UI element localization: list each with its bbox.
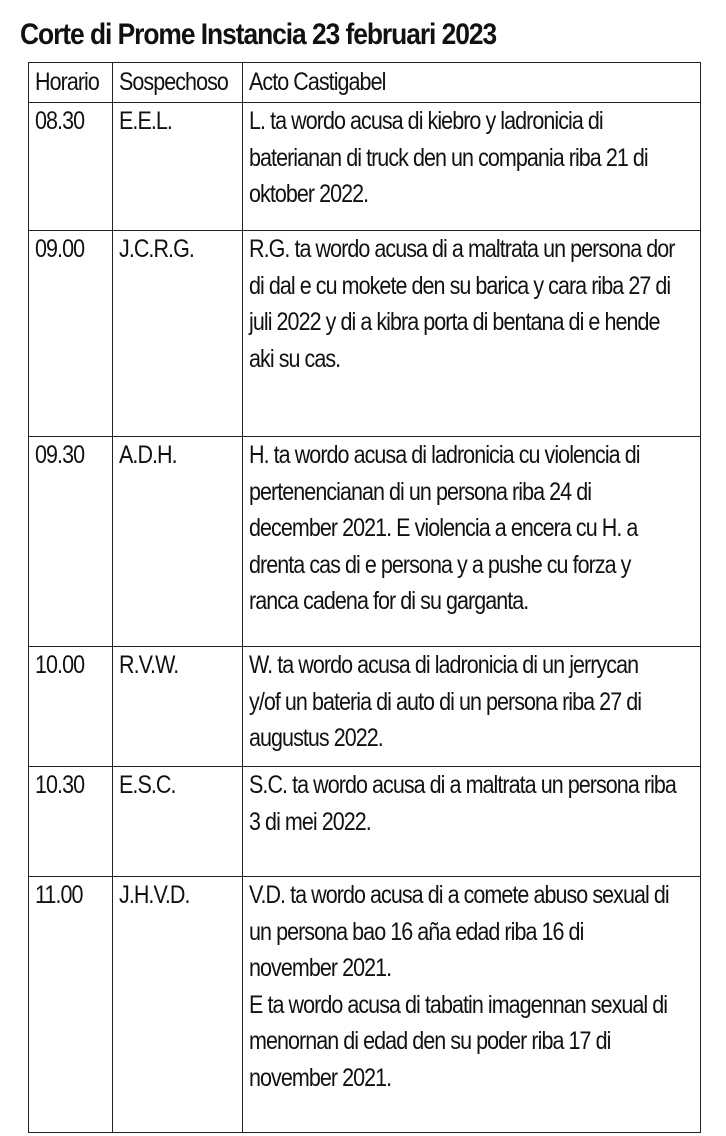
suspect-cell: [113, 437, 243, 647]
suspect-cell: [113, 767, 243, 877]
time-cell: [29, 103, 113, 231]
time-cell: [29, 877, 113, 1133]
offense-cell: [243, 767, 701, 877]
suspect-text: J.H.V.D.: [119, 881, 190, 909]
time-text: 11.00: [35, 881, 83, 909]
offense-cell: [243, 647, 701, 767]
offense-text: L. ta wordo acusa di kiebro y ladronicia di baterianan di truck den un compania riba 21 di oktober 2022.: [249, 107, 648, 208]
suspect-cell: [113, 877, 243, 1133]
offense-text: W. ta wordo acusa di ladronicia di un jerrycan y/of un bateria di auto di un persona riba 27 di augustus 2022.: [249, 651, 642, 752]
offense-cell: [243, 877, 701, 1133]
table-row: [29, 103, 701, 231]
table-header-row: [29, 63, 701, 103]
page-title: Corte di Prome Instancia 23 februari 2023: [20, 18, 497, 51]
suspect-cell: [113, 103, 243, 231]
offense-cell: [243, 231, 701, 437]
suspect-text: J.C.R.G.: [119, 235, 194, 263]
offense-text: R.G. ta wordo acusa di a maltrata un persona dor di dal e cu mokete den su barica y cara riba 27 di juli 2022 y di a kibra porta di bentana di e hende aki su cas.: [249, 235, 675, 373]
time-cell: [29, 767, 113, 877]
header-time-label: Horario: [35, 68, 99, 96]
time-text: 09.30: [35, 441, 85, 469]
suspect-text: R.V.W.: [119, 651, 179, 679]
table-row: [29, 231, 701, 437]
offense-text: S.C. ta wordo acusa di a maltrata un persona riba 3 di mei 2022.: [249, 771, 676, 836]
suspect-cell: [113, 231, 243, 437]
table-row: [29, 437, 701, 647]
time-text: 10.00: [35, 651, 85, 679]
time-text: 10.30: [35, 771, 85, 799]
suspect-text: E.E.L.: [119, 107, 172, 135]
time-cell: [29, 647, 113, 767]
suspect-cell: [113, 647, 243, 767]
table-row: [29, 767, 701, 877]
header-offense-label: Acto Castigabel: [249, 68, 386, 96]
time-cell: [29, 437, 113, 647]
suspect-text: A.D.H.: [119, 441, 177, 469]
offense-cell: [243, 437, 701, 647]
header-time: [29, 63, 113, 103]
offense-text: V.D. ta wordo acusa di a comete abuso sexual di un persona bao 16 aña edad riba 16 di november 2021. E ta wordo acusa di tabatin imagennan sexual di menornan di edad den su poder riba 17 di november 2021.: [249, 881, 669, 1092]
table-row: [29, 647, 701, 767]
suspect-text: E.S.C.: [119, 771, 176, 799]
header-suspect: [113, 63, 243, 103]
court-schedule-table: [28, 62, 701, 1133]
offense-text: H. ta wordo acusa di ladronicia cu violencia di pertenencianan di un persona riba 24 di december 2021. E violencia a encera cu H. a drenta cas di e persona y a pushe cu forza y ranca cadena for di su garganta.: [249, 441, 640, 615]
header-suspect-label: Sospechoso: [119, 68, 228, 96]
time-text: 08.30: [35, 107, 85, 135]
time-text: 09.00: [35, 235, 85, 263]
header-offense: [243, 63, 701, 103]
offense-cell: [243, 103, 701, 231]
time-cell: [29, 231, 113, 437]
table-row: [29, 877, 701, 1133]
